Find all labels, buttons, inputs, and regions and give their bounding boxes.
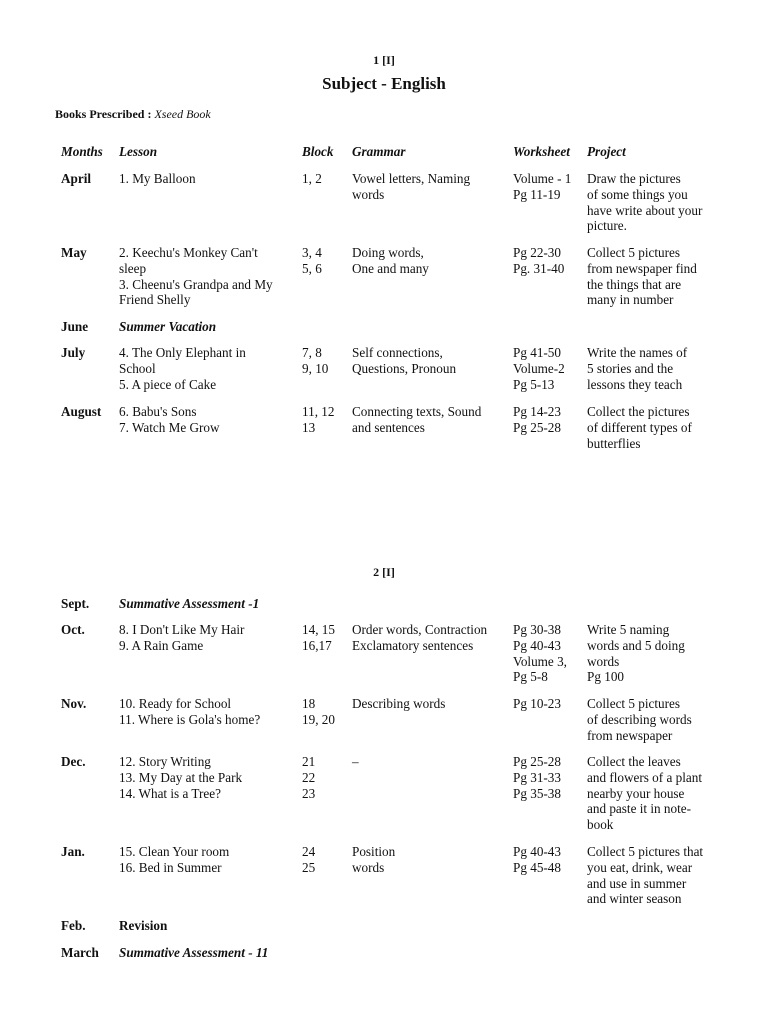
grammar-cell bbox=[352, 754, 510, 770]
cell-line: nearby your house bbox=[587, 785, 685, 801]
month-cell: Sept. bbox=[61, 596, 90, 611]
grammar-cell bbox=[352, 696, 510, 712]
cell-line: 24 bbox=[302, 844, 316, 859]
cell-line: Collect 5 pictures bbox=[587, 245, 681, 260]
cell-line: Order words, Contraction bbox=[352, 622, 488, 637]
cell-line: 1. My Balloon bbox=[119, 171, 196, 186]
project-cell bbox=[587, 404, 717, 451]
cell-line: Doing words, bbox=[352, 245, 424, 260]
cell-line: Pg 41-50 bbox=[513, 345, 561, 360]
month-cell: June bbox=[61, 319, 89, 334]
month-cell: April bbox=[61, 171, 92, 186]
cell-line: book bbox=[587, 817, 614, 833]
grammar-cell bbox=[352, 345, 510, 377]
cell-line: 11. Where is Gola's home? bbox=[119, 711, 261, 727]
project-cell bbox=[587, 622, 717, 685]
cell-line: words bbox=[352, 186, 385, 202]
grammar-cell bbox=[352, 622, 510, 654]
page-number: 2 [I] bbox=[373, 565, 395, 579]
month-cell: Dec. bbox=[61, 754, 86, 769]
project-cell bbox=[587, 245, 717, 308]
lesson-cell bbox=[119, 696, 297, 728]
cell-line: Self connections, bbox=[352, 345, 443, 360]
books-prescribed-value: Xseed Book bbox=[154, 107, 211, 121]
cell-line: 19, 20 bbox=[302, 711, 335, 727]
assessment-label: Summative Assessment - 11 bbox=[119, 945, 269, 960]
cell-line: 21 bbox=[302, 754, 316, 769]
cell-line: School bbox=[119, 360, 156, 376]
page-number: 1 [I] bbox=[373, 53, 395, 67]
assessment-label: Summer Vacation bbox=[119, 319, 217, 334]
cell-line: 11, 12 bbox=[302, 404, 335, 419]
cell-line: Describing words bbox=[352, 696, 446, 711]
cell-line: Vowel letters, Naming bbox=[352, 171, 471, 186]
header-project: Project bbox=[587, 144, 626, 159]
block-cell bbox=[302, 245, 348, 277]
cell-line: 3, 4 bbox=[302, 245, 322, 260]
project-cell bbox=[587, 345, 717, 392]
cell-line: many in number bbox=[587, 292, 674, 308]
cell-line: Volume 3, bbox=[513, 653, 567, 669]
cell-line: 14. What is a Tree? bbox=[119, 785, 221, 801]
cell-line: sleep bbox=[119, 260, 147, 276]
cell-line: – bbox=[352, 754, 359, 769]
cell-line: 6. Babu's Sons bbox=[119, 404, 197, 419]
block-cell bbox=[302, 345, 348, 377]
header-lesson: Lesson bbox=[119, 144, 158, 159]
cell-line: Pg 25-28 bbox=[513, 419, 561, 435]
cell-line: Pg 14-23 bbox=[513, 404, 561, 419]
block-cell bbox=[302, 696, 348, 728]
cell-line: 15. Clean Your room bbox=[119, 844, 230, 859]
project-cell bbox=[587, 754, 717, 833]
grammar-cell bbox=[352, 171, 510, 203]
cell-line: Write the names of bbox=[587, 345, 688, 360]
cell-line: have write about your bbox=[587, 202, 703, 218]
worksheet-cell bbox=[513, 844, 585, 876]
lesson-cell bbox=[119, 622, 297, 654]
cell-line: Collect the leaves bbox=[587, 754, 681, 769]
cell-line: 8. I Don't Like My Hair bbox=[119, 622, 245, 637]
worksheet-cell bbox=[513, 404, 585, 436]
cell-line: from newspaper find bbox=[587, 260, 697, 276]
cell-line: 9. A Rain Game bbox=[119, 637, 204, 653]
cell-line: of describing words bbox=[587, 711, 692, 727]
month-cell: Oct. bbox=[61, 622, 85, 637]
block-cell bbox=[302, 754, 348, 801]
cell-line: Pg 40-43 bbox=[513, 637, 561, 653]
cell-line: Questions, Pronoun bbox=[352, 360, 457, 376]
books-prescribed bbox=[55, 107, 211, 123]
grammar-cell bbox=[352, 404, 510, 436]
cell-line: Pg 10-23 bbox=[513, 696, 561, 711]
cell-line: and flowers of a plant bbox=[587, 769, 702, 785]
header-block: Block bbox=[302, 144, 334, 159]
project-cell bbox=[587, 696, 717, 743]
worksheet-cell bbox=[513, 171, 585, 203]
month-cell: July bbox=[61, 345, 86, 360]
cell-line: Collect 5 pictures bbox=[587, 696, 681, 711]
cell-line: the things that are bbox=[587, 276, 682, 292]
cell-line: 10. Ready for School bbox=[119, 696, 232, 711]
cell-line: 5 stories and the bbox=[587, 360, 674, 376]
cell-line: Pg 25-28 bbox=[513, 754, 561, 769]
cell-line: Pg 5-13 bbox=[513, 376, 555, 392]
books-prescribed-label: Books Prescribed : bbox=[55, 107, 152, 121]
cell-line: Volume-2 bbox=[513, 360, 565, 376]
worksheet-cell bbox=[513, 696, 585, 712]
cell-line: Friend Shelly bbox=[119, 292, 191, 308]
cell-line: and winter season bbox=[587, 891, 682, 907]
cell-line: you eat, drink, wear bbox=[587, 859, 693, 875]
cell-line: of different types of bbox=[587, 419, 692, 435]
cell-line: 13. My Day at the Park bbox=[119, 769, 243, 785]
cell-line: 5, 6 bbox=[302, 260, 322, 276]
lesson-cell bbox=[119, 404, 297, 436]
cell-line: lessons they teach bbox=[587, 376, 683, 392]
cell-line: 22 bbox=[302, 769, 316, 785]
cell-line: and use in summer bbox=[587, 875, 687, 891]
cell-line: and sentences bbox=[352, 419, 425, 435]
cell-line: Exclamatory sentences bbox=[352, 637, 474, 653]
cell-line: 12. Story Writing bbox=[119, 754, 211, 769]
worksheet-cell bbox=[513, 754, 585, 801]
worksheet-cell bbox=[513, 245, 585, 277]
month-cell: Jan. bbox=[61, 844, 85, 859]
cell-line: Draw the pictures bbox=[587, 171, 681, 186]
cell-line: Connecting texts, Sound bbox=[352, 404, 482, 419]
cell-line: Pg 22-30 bbox=[513, 245, 561, 260]
grammar-cell bbox=[352, 245, 510, 277]
cell-line: 3. Cheenu's Grandpa and My bbox=[119, 276, 273, 292]
document-title: Subject - English bbox=[322, 74, 446, 93]
cell-line: 16,17 bbox=[302, 637, 332, 653]
header-months: Months bbox=[61, 144, 103, 159]
cell-line: 13 bbox=[302, 419, 316, 435]
header-worksheet: Worksheet bbox=[513, 144, 570, 159]
cell-line: 14, 15 bbox=[302, 622, 335, 637]
cell-line: 25 bbox=[302, 859, 316, 875]
month-cell: Feb. bbox=[61, 918, 86, 933]
lesson-cell bbox=[119, 245, 297, 308]
cell-line: Pg 40-43 bbox=[513, 844, 561, 859]
cell-line: 1, 2 bbox=[302, 171, 322, 186]
cell-line: Pg 30-38 bbox=[513, 622, 561, 637]
cell-line: Pg 31-33 bbox=[513, 769, 561, 785]
cell-line: Write 5 naming bbox=[587, 622, 670, 637]
cell-line: Collect 5 pictures that bbox=[587, 844, 704, 859]
project-cell bbox=[587, 171, 717, 234]
cell-line: Collect the pictures bbox=[587, 404, 690, 419]
month-cell: May bbox=[61, 245, 87, 260]
cell-line: from newspaper bbox=[587, 727, 673, 743]
cell-line: 23 bbox=[302, 785, 316, 801]
cell-line: 2. Keechu's Monkey Can't bbox=[119, 245, 258, 260]
cell-line: 18 bbox=[302, 696, 316, 711]
cell-line: and paste it in note- bbox=[587, 801, 692, 817]
block-cell bbox=[302, 171, 348, 187]
cell-line: Pg 11-19 bbox=[513, 186, 561, 202]
month-cell: Nov. bbox=[61, 696, 87, 711]
cell-line: Pg 45-48 bbox=[513, 859, 561, 875]
cell-line: words bbox=[352, 859, 385, 875]
lesson-cell bbox=[119, 754, 297, 801]
cell-line: Volume - 1 bbox=[513, 171, 572, 186]
month-cell: March bbox=[61, 945, 99, 960]
cell-line: Pg. 31-40 bbox=[513, 260, 565, 276]
lesson-cell bbox=[119, 844, 297, 876]
block-cell bbox=[302, 622, 348, 654]
cell-line: Pg 5-8 bbox=[513, 669, 548, 685]
cell-line: Position bbox=[352, 844, 396, 859]
block-cell bbox=[302, 844, 348, 876]
cell-line: 9, 10 bbox=[302, 360, 329, 376]
cell-line: Pg 35-38 bbox=[513, 785, 561, 801]
cell-line: Pg 100 bbox=[587, 669, 625, 685]
cell-line: One and many bbox=[352, 260, 429, 276]
revision-label: Revision bbox=[119, 918, 168, 933]
lesson-cell bbox=[119, 345, 297, 392]
cell-line: picture. bbox=[587, 218, 627, 234]
month-cell: August bbox=[61, 404, 102, 419]
grammar-cell bbox=[352, 844, 510, 876]
cell-line: words bbox=[587, 653, 620, 669]
project-cell bbox=[587, 844, 717, 907]
header-grammar: Grammar bbox=[352, 144, 406, 159]
cell-line: words and 5 doing bbox=[587, 637, 685, 653]
assessment-label: Summative Assessment -1 bbox=[119, 596, 260, 611]
cell-line: 7, 8 bbox=[302, 345, 322, 360]
worksheet-cell bbox=[513, 622, 585, 685]
cell-line: 4. The Only Elephant in bbox=[119, 345, 246, 360]
cell-line: 16. Bed in Summer bbox=[119, 859, 222, 875]
block-cell bbox=[302, 404, 348, 436]
lesson-cell bbox=[119, 171, 297, 187]
cell-line: of some things you bbox=[587, 186, 688, 202]
worksheet-cell bbox=[513, 345, 585, 392]
cell-line: 7. Watch Me Grow bbox=[119, 419, 220, 435]
cell-line: butterflies bbox=[587, 435, 641, 451]
cell-line: 5. A piece of Cake bbox=[119, 376, 217, 392]
